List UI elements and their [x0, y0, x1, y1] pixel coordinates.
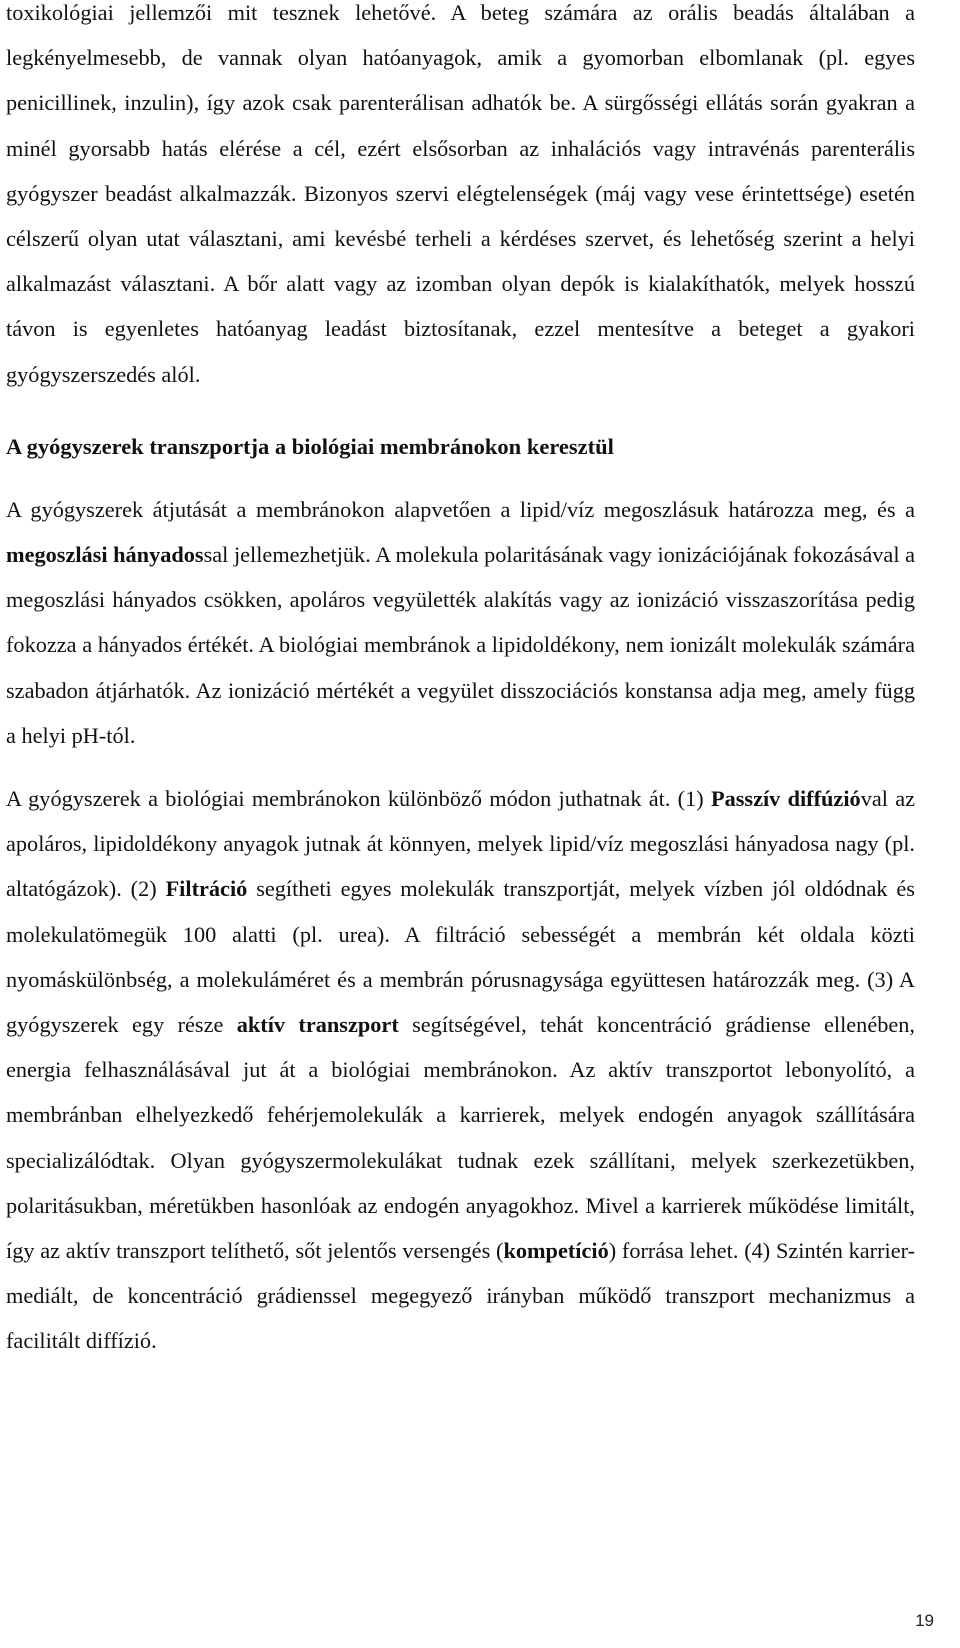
bold-term-passive-diffusion: Passzív diffúzió — [710, 786, 861, 812]
paragraph-administration-routes — [6, 0, 915, 397]
paragraph-text: ) forrása lehet. (4) Szintén karrier-mediált, de koncentráció grádienssel megegyező irányban működő transzport mechanizmus a facilitált diffízió. — [6, 1238, 915, 1354]
section-heading: A gyógyszerek transzportja a biológiai membránokon keresztül — [6, 433, 614, 459]
paragraph-text: segítségével, tehát koncentráció grádiense ellenében, energia felhasználásával jut át a biológiai membránokon. Az aktív transzportot lebonyolító, a membránban elhelyezkedő fehérjemolekulák a karrierek, melyek endogén anyagok szállítására specializálódtak. Olyan gyógyszermolekulákat tudnak ezek szállítani, melyek szerkezetükben, polaritásukban, méretükben hasonlóak az endogén anyagokhoz. Mivel a karrierek működése limitált, így az aktív transzport telíthető, sőt jelentős versengés ( — [6, 1012, 915, 1264]
bold-term-filtration: Filtráció — [165, 876, 248, 902]
paragraph-membrane-partition — [6, 487, 915, 758]
paragraph-text: A gyógyszerek a biológiai membránokon különböző módon juthatnak át. (1) — [6, 786, 711, 812]
paragraph-text: segítheti egyes molekulák transzportját, melyek vízben jól oldódnak és molekulatömegük 100 alatti (pl. urea). A filtráció sebességét a membrán két oldala közti nyomáskülönbség, a molekuláméret és a membrán pórusnagysága együttesen határozzák meg. (3) A gyógyszerek egy része — [6, 876, 915, 1038]
bold-term-competition: kompetíció — [503, 1238, 609, 1264]
bold-term-active-transport: aktív transzport — [236, 1012, 399, 1038]
paragraph-transport-mechanisms — [6, 776, 915, 1364]
page-number: 19 — [915, 1611, 934, 1630]
paragraph-text: val az apoláros, lipidoldékony anyagok jutnak át könnyen, melyek lipid/víz megoszlási hányadosa nagy (pl. altatógázok). (2) — [6, 786, 915, 902]
paragraph-text: toxikológiai jellemzői mit tesznek lehetővé. A beteg számára az orális beadás általában a legkényelmesebb, de vannak olyan hatóanyagok, amik a gyomorban elbomlanak (pl. egyes penicillinek, inzulin), így azok csak parenterálisan adhatók be. A sürgősségi ellátás során gyakran a minél gyorsabb hatás elérése a cél, ezért elsősorban az inhalációs vagy intravénás parenterális gyógyszer beadást alkalmazzák. Bizonyos szervi elégtelenségek (máj vagy vese érintettsége) esetén célszerű olyan utat választani, ami kevésbé terheli a kérdéses szervet, és lehetőség szerint a helyi alkalmazást választani. A bőr alatt vagy az izomban olyan depók is kialakíthatók, melyek hosszú távon is egyenletes hatóanyag leadást biztosítanak, ezzel mentesítve a beteget a gyakori gyógyszerszedés alól. — [6, 0, 915, 387]
paragraph-text: sal jellemezhetjük. A molekula polaritásának vagy ionizációjának fokozásával a megoszlási hányados csökken, apoláros vegyülették alakítás vagy az ionizáció visszaszorítása pedig fokozza a hányados értékét. A biológiai membránok a lipidoldékony, nem ionizált molekulák számára szabadon átjárhatók. Az ionizáció mértékét a vegyület disszociációs konstansa adja meg, amely függ a helyi pH-tól. — [6, 542, 915, 748]
bold-term-partition-coefficient: megoszlási hányados — [6, 542, 204, 568]
paragraph-text: A gyógyszerek átjutását a membránokon alapvetően a lipid/víz megoszlásuk határozza meg, és a — [6, 496, 915, 522]
